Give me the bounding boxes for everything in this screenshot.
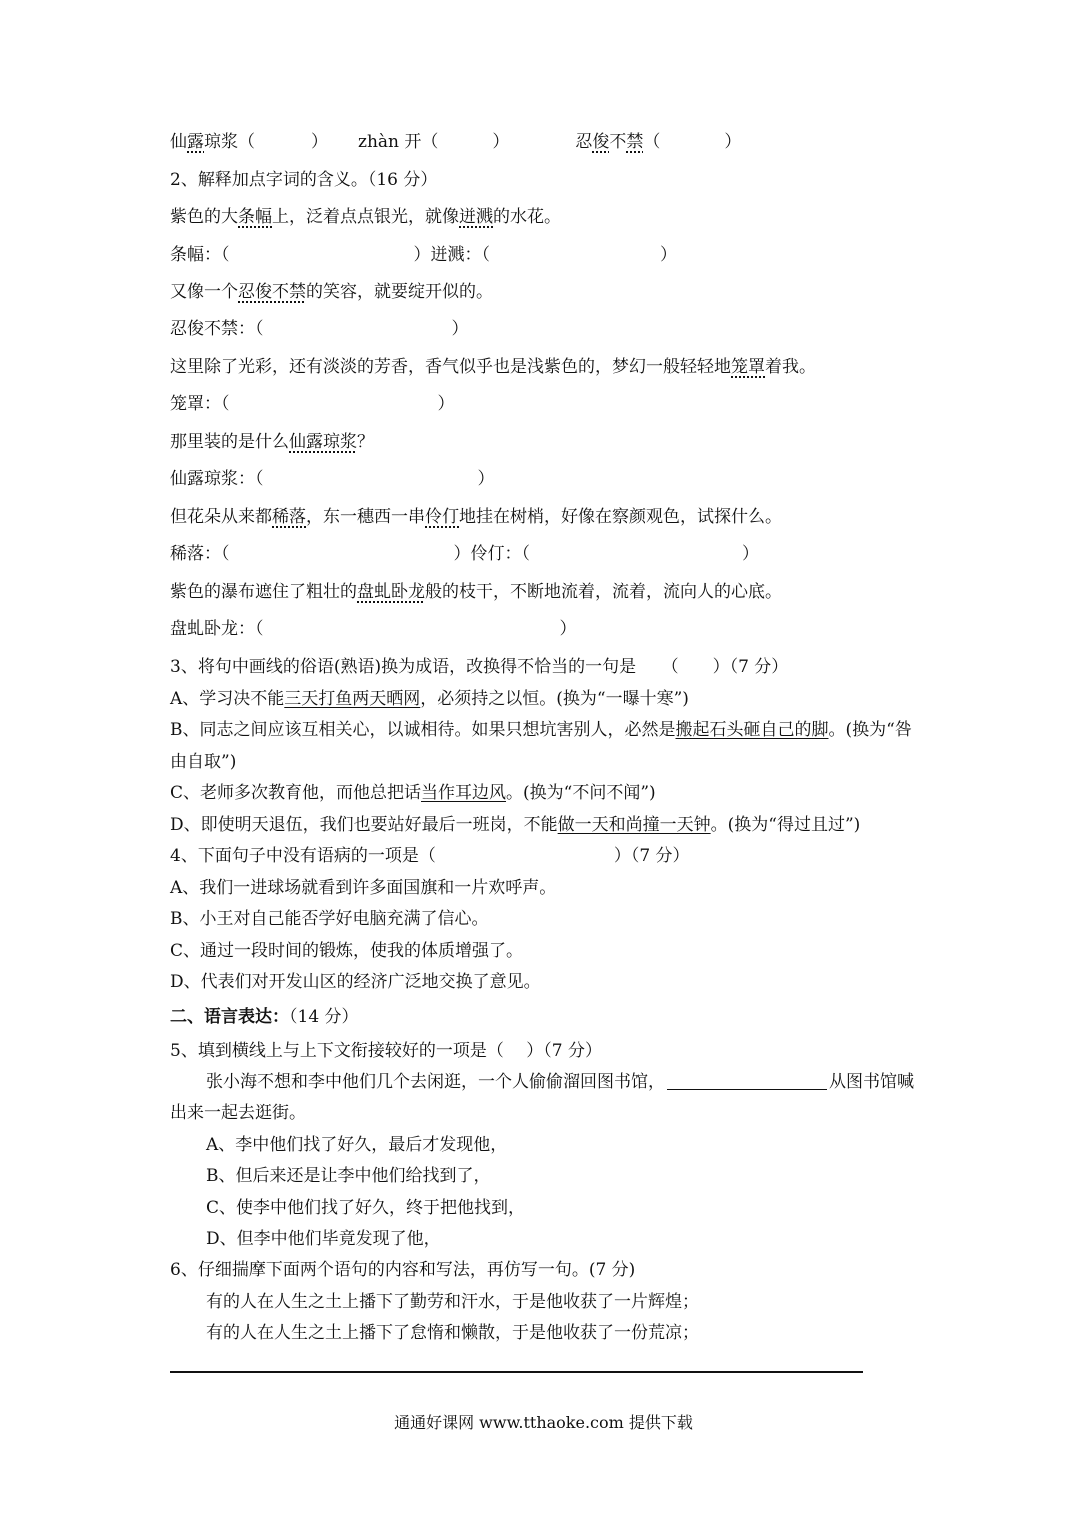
text: ）迸溅：（ [413,245,490,265]
text: 张小海不想和李中他们几个去闲逛，一个人偷偷溜回图书馆， [206,1072,665,1092]
text: 。(换为“咎 [828,720,912,740]
q2-sentence-4 [170,431,374,453]
q2-sentence-3 [170,356,816,378]
text: ） [559,619,577,639]
text: ） [477,469,495,489]
text: 笼罩：（ [170,394,230,414]
q5-passage-2: 出来一起去逛街。 [170,1103,306,1123]
text: 4、下面句子中没有语病的一项是（ [170,846,436,866]
q2-answer-1 [170,244,677,266]
q4-option-c: C、通过一段时间的锻炼，使我的体质增强了。 [170,941,524,961]
q4-option-d: D、代表们对开发山区的经济广泛地交换了意见。 [170,972,541,992]
dotted-char: 俊 [592,132,610,152]
dotted-word: 仙露琼浆 [289,432,357,452]
q3-option-b [170,719,912,741]
text: 这里除了光彩，还有淡淡的芳香，香气似乎也是浅紫色的，梦幻一般轻轻地 [170,357,731,377]
q2-answer-6 [170,618,577,640]
text: 的水花。 [493,207,561,227]
text: 的笑容，就要绽开似的。 [306,282,493,302]
text: 又像一个 [170,282,238,302]
text: ） [311,132,328,152]
q5-option-a: A、李中他们找了好久，最后才发现他， [206,1135,508,1155]
text: 般的枝干，不断地流着，流着，流向人的心底。 [425,582,782,602]
text: 。(换为“得过且过”) [710,815,861,835]
text: 琼浆（ [204,132,255,152]
text: ） [451,319,469,339]
section-score: （14 分） [289,1007,359,1027]
pinyin-text: zhàn 开（ [358,132,439,152]
q3-option-a [170,688,689,710]
text: ，东一穗西一串 [306,507,425,527]
q5-passage-1 [206,1071,914,1093]
text: 仙露琼浆：（ [170,469,264,489]
footer-text: 通通好课网 www.tthaoke.com 提供下载 [394,1413,693,1432]
text: A、学习决不能 [170,689,285,709]
text: 紫色的瀑布遮住了粗壮的 [170,582,357,602]
underlined-phrase: 搬起石头砸自己的脚 [675,720,829,740]
underlined-phrase: 三天打鱼两天晒网 [284,689,421,709]
text: 着我。 [765,357,816,377]
q2-sentence-1 [170,206,561,228]
q3-option-d [170,814,860,836]
dotted-word: 伶仃 [425,507,459,527]
text: ，必须持之以恒。(换为“一曝十寒”) [420,689,689,709]
char-line [170,131,741,153]
q3-option-b-cont: 由自取”) [170,752,237,772]
q2-sentence-6 [170,581,782,603]
underlined-phrase: 当作耳边风 [421,783,507,803]
q5-option-c: C、使李中他们找了好久，终于把他找到， [206,1198,526,1218]
q5-option-d: D、但李中他们毕竟发现了他， [206,1229,441,1249]
dotted-word: 迸溅 [459,207,493,227]
text: 稀落：（ [170,544,230,564]
q6-heading: 6、仔细揣摩下面两个语句的内容和写法，再仿写一句。(7 分) [170,1260,636,1280]
text: 盘虬卧龙：（ [170,619,264,639]
underlined-phrase: 做一天和尚撞一天钟 [557,815,711,835]
text: C、老师多次教育他，而他总把话 [170,783,422,803]
text: ）伶仃：（ [453,544,530,564]
q2-answer-3 [170,393,455,415]
text: 忍俊不禁：（ [170,319,264,339]
q2-answer-4 [170,468,495,490]
q4-option-b: B、小王对自己能否学好电脑充满了信心。 [170,909,489,929]
text: 忍 [575,132,593,152]
text: 地挂在树梢，好像在察颜观色，试探什么。 [459,507,782,527]
text: ） [492,132,510,152]
q5-option-b: B、但后来还是让李中他们给找到了， [206,1166,491,1186]
text: 条幅：（ [170,245,230,265]
text: （ [643,132,661,152]
text: 但花朵从来都 [170,507,272,527]
q3-option-c [170,782,656,804]
text: 。(换为“不问不闻”) [506,783,656,803]
text: 那里装的是什么 [170,432,289,452]
answer-rule-line[interactable] [170,1371,863,1373]
text: ） [724,132,742,152]
fill-in-line[interactable] [667,1072,827,1090]
dotted-char: 露 [187,132,204,152]
text: B、同志之间应该互相关心，以诚相待。如果只想坑害别人，必然是 [170,720,676,740]
q3-heading: 3、将句中画线的俗语(熟语)换为成语，改换得不恰当的一句是 （ ）（7 分） [170,657,789,677]
text: 紫色的大 [170,207,238,227]
dotted-word: 条幅 [238,207,272,227]
q2-answer-5 [170,543,759,565]
q2-answer-2 [170,318,469,340]
text: ）（7 分） [613,846,690,866]
q6-example-2: 有的人在人生之土上播下了怠惰和懒散，于是他收获了一份荒凉； [206,1323,699,1343]
q6-example-1: 有的人在人生之土上播下了勤劳和汗水，于是他收获了一片辉煌； [206,1292,699,1312]
text: 不 [609,132,627,152]
text: ） [660,245,677,265]
dotted-word: 稀落 [272,507,306,527]
dotted-word: 忍俊不禁 [238,282,306,302]
text: 从图书馆喊 [829,1072,914,1092]
section-2-heading [170,1006,359,1028]
text: ） [437,394,455,414]
text: ？ [357,432,374,452]
q2-sentence-5 [170,506,782,528]
text: 仙 [170,132,187,152]
text: D、即使明天退伍，我们也要站好最后一班岗，不能 [170,815,558,835]
dotted-word: 笼罩 [731,357,765,377]
dotted-char: 禁 [626,132,644,152]
q5-heading: 5、填到横线上与上下文衔接较好的一项是（ ）（7 分） [170,1041,602,1061]
q2-heading: 2、解释加点字词的含义。（16 分） [170,170,438,190]
text: ） [742,544,759,564]
q4-heading [170,845,690,867]
q2-sentence-2 [170,281,493,303]
text: 上，泛着点点银光，就像 [272,207,459,227]
q4-option-a: A、我们一进球场就看到许多面国旗和一片欢呼声。 [170,878,557,898]
dotted-word: 盘虬卧龙 [357,582,425,602]
section-title: 二、语言表达： [170,1007,289,1027]
